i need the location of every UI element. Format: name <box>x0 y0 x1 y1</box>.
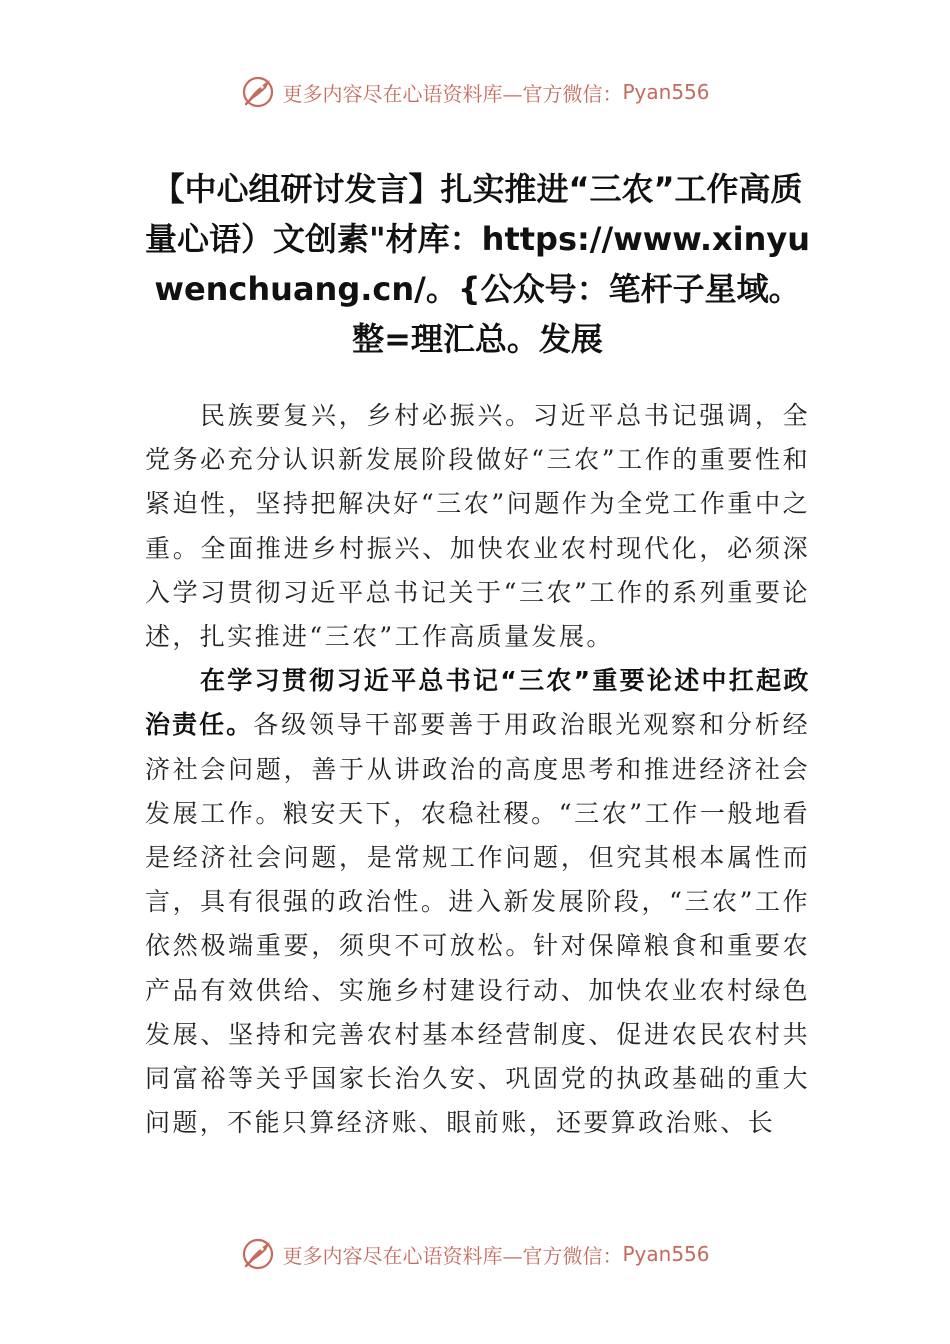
pen-nib-circle-logo-icon <box>240 1236 276 1272</box>
paragraph-text: 民族要复兴，乡村必振兴。习近平总书记强调，全党务必充分认识新发展阶段做好“三农”工作的重要性和紧迫性，坚持把解决好“三农”问题作为全党工作重中之重。全面推进乡村振兴、加快农业农村现代化，必须深入学习贯彻习近平总书记关于“三农”工作的系列重要论述，扎实推进“三农”工作高质量发展。 <box>145 401 810 652</box>
paragraph-lead: 在学习贯彻习近平总书记“三农”重要论述中扛起政治责任。 <box>145 666 810 740</box>
paragraph <box>145 394 810 659</box>
banner-text: 更多内容尽在心语资料库—官方微信： <box>282 1243 623 1268</box>
paragraph <box>145 659 810 1145</box>
paragraph-text: 各级领导干部要善于用政治眼光观察和分析经济社会问题，善于从讲政治的高度思考和推进经济社会发展工作。粮安天下，农稳社稷。“三农”工作一般地看是经济社会问题，是常规工作问题，但究其根本属性而言，具有很强的政治性。进入新发展阶段，“三农”工作依然极端重要，须臾不可放松。针对保障粮食和重要农产品有效供给、实施乡村建设行动、加快农业农村绿色发展、坚持和完善农村基本经营制度、促进农民农村共同富裕等关乎国家长治久安、巩固党的执政基础的重大问题，不能只算经济账、眼前账，还要算政治账、长 <box>145 710 810 1138</box>
header-banner <box>0 70 950 114</box>
banner-wechat-id: Pyan556 <box>622 80 710 104</box>
document-title: 【中心组研讨发言】扎实推进“三农”工作高质量心语）文创素"材库：https://www.xinyuwenchuang.cn/。{公众号：笔杆子星域。整=理汇总。发展 <box>145 170 811 358</box>
document-body <box>145 394 810 1145</box>
banner-wechat-id: Pyan556 <box>622 1242 710 1266</box>
pen-nib-circle-logo-icon <box>240 74 276 110</box>
banner-text: 更多内容尽在心语资料库—官方微信： <box>282 81 623 106</box>
footer-banner <box>0 1232 950 1276</box>
